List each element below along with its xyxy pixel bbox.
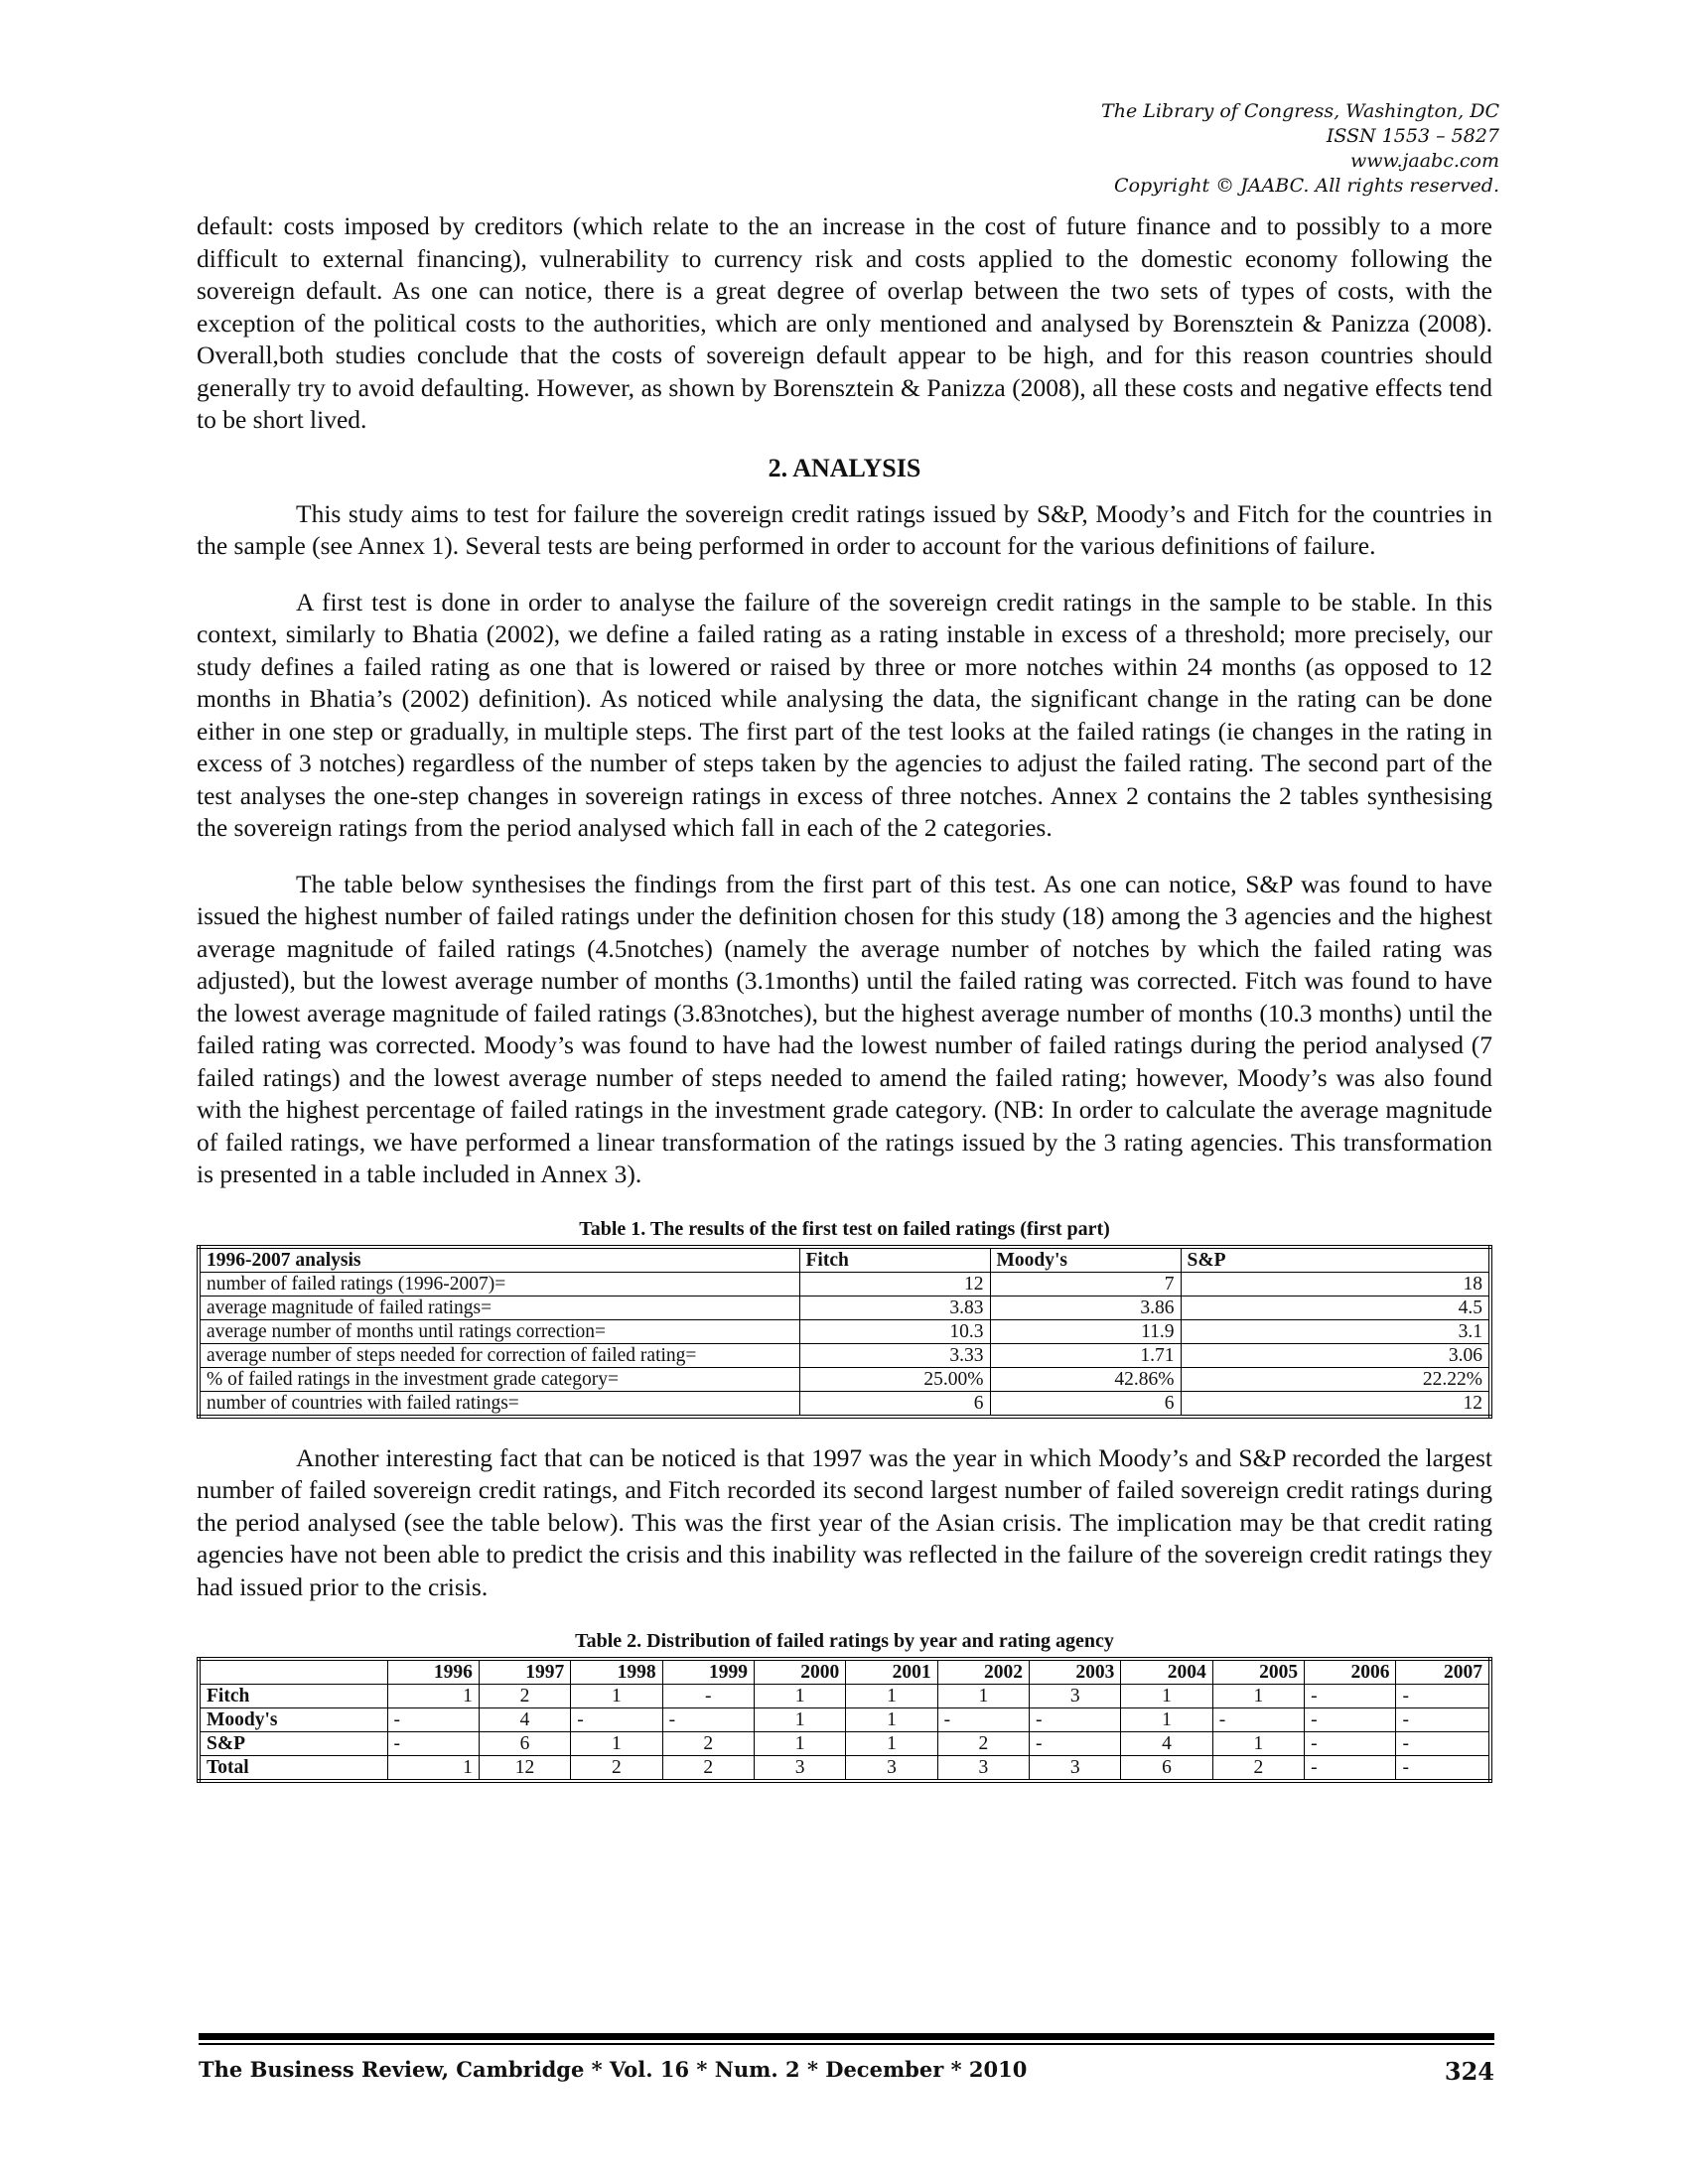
table2-distribution-by-year xyxy=(197,1657,1492,1783)
table2-cell: 2 xyxy=(662,1756,754,1782)
paragraph-costs-of-default: default: costs imposed by creditors (which relate to the an increase in the cost of future finance and to possibly to a more difficult to external financing), vulnerability to currency risk and costs applied to the domestic economy following the sovereign default. As one can notice, there is a great degree of overlap between the two sets of types of costs, with the exception of the political costs to the authorities, which are only mentioned and analysed by Borensztein & Panizza (2008). Overall,both studies conclude that the costs of sovereign default appear to be high, and for this reason countries should generally try to avoid defaulting. However, as shown by Borensztein & Panizza (2008), all these costs and negative effects tend to be short lived. xyxy=(197,211,1492,434)
header-line-library: The Library of Congress, Washington, DC xyxy=(1101,100,1499,122)
table2-cell: 1 xyxy=(1121,1685,1212,1708)
table1-header-fitch: Fitch xyxy=(799,1247,990,1273)
table-row xyxy=(199,1391,1490,1417)
table1-cell: 7 xyxy=(990,1272,1181,1296)
table2-cell: 3 xyxy=(754,1756,845,1782)
table-row xyxy=(199,1732,1490,1756)
table1-cell: 3.83 xyxy=(799,1296,990,1319)
table-row xyxy=(199,1708,1490,1732)
table2-header-year: 2001 xyxy=(846,1659,937,1685)
table2-caption: Table 2. Distribution of failed ratings by year and rating agency xyxy=(575,1630,1114,1652)
table2-cell: 3 xyxy=(937,1756,1029,1782)
table2-cell: 2 xyxy=(571,1756,662,1782)
table2-cell: 1 xyxy=(754,1708,845,1732)
table1-cell: 11.9 xyxy=(990,1319,1181,1343)
table1-caption: Table 1. The results of the first test on failed ratings (first part) xyxy=(579,1217,1110,1240)
table2-header-row xyxy=(199,1659,1490,1685)
table2-cell: - xyxy=(662,1685,754,1708)
table2-cell: 2 xyxy=(479,1685,570,1708)
table1-cell: 4.5 xyxy=(1181,1296,1490,1319)
table-row xyxy=(199,1319,1490,1343)
table-row xyxy=(199,1343,1490,1367)
table2-cell: - xyxy=(1212,1708,1304,1732)
header-line-website: www.jaabc.com xyxy=(1349,150,1499,172)
section-heading-analysis: 2. ANALYSIS xyxy=(768,453,921,482)
table2-cell: - xyxy=(1396,1685,1490,1708)
table2-cell: - xyxy=(937,1708,1029,1732)
table2-cell: 4 xyxy=(1121,1732,1212,1756)
table2-header-year: 1997 xyxy=(479,1659,570,1685)
table1-row-label: average magnitude of failed ratings= xyxy=(199,1296,799,1319)
table2-cell: - xyxy=(1396,1732,1490,1756)
table2-row-label: Fitch xyxy=(199,1685,387,1708)
table2-cell: 1 xyxy=(387,1756,479,1782)
footer-journal-citation: The Business Review, Cambridge * Vol. 16 * Num. 2 * December * 2010 xyxy=(199,2057,1028,2082)
table2-cell: 1 xyxy=(1212,1732,1304,1756)
table2-cell: - xyxy=(662,1708,754,1732)
table-row xyxy=(199,1685,1490,1708)
table2-header-year: 1999 xyxy=(662,1659,754,1685)
table1-cell: 3.86 xyxy=(990,1296,1181,1319)
table1-row-label: number of failed ratings (1996-2007)= xyxy=(199,1272,799,1296)
table2-header-year: 1998 xyxy=(571,1659,662,1685)
table1-row-label: % of failed ratings in the investment grade category= xyxy=(199,1367,799,1391)
paragraph-findings: The table below synthesises the findings from the first part of this test. As one can notice, S&P was found to have issued the highest number of failed ratings under the definition chosen for this study (18) among the 3 agencies and the highest average magnitude of failed ratings (4.5notches) (namely the average number of notches by which the failed rating was adjusted), but the lowest average number of months (3.1months) until the failed rating was corrected. Fitch was found to have the lowest average magnitude of failed ratings (3.83notches), but the highest average number of months (10.3 months) until the failed rating was corrected. Moody’s was found to have had the lowest number of failed ratings during the period analysed (7 failed ratings) and the lowest average number of steps needed to amend the failed rating; however, Moody’s was also found with the highest percentage of failed ratings in the investment grade category. (NB: In order to calculate the average magnitude of failed ratings, we have performed a linear transformation of the ratings issued by the 3 rating agencies. This transformation is presented in a table included in Annex 3). xyxy=(197,869,1492,1188)
table1-cell: 3.33 xyxy=(799,1343,990,1367)
table1-cell: 12 xyxy=(799,1272,990,1296)
table2-header-blank xyxy=(199,1659,387,1685)
footer-rule xyxy=(199,2033,1494,2040)
table1-cell: 6 xyxy=(799,1391,990,1417)
table2-cell: 3 xyxy=(1030,1756,1121,1782)
table2-cell: 3 xyxy=(846,1756,937,1782)
table2-cell: 1 xyxy=(846,1732,937,1756)
table2-cell: 2 xyxy=(1212,1756,1304,1782)
header-line-copyright: Copyright © JAABC. All rights reserved. xyxy=(1114,175,1499,197)
table1-cell: 1.71 xyxy=(990,1343,1181,1367)
header-line-issn: ISSN 1553 – 5827 xyxy=(1326,125,1499,147)
paragraph-study-aim: This study aims to test for failure the sovereign credit ratings issued by S&P, Moody’s and Fitch for the countries in the sample (see Annex 1). Several tests are being performed in order to account for the various definitions of failure. xyxy=(197,498,1492,560)
table2-cell: 1 xyxy=(1212,1685,1304,1708)
table2-header-year: 2007 xyxy=(1396,1659,1490,1685)
page-number: 324 xyxy=(1444,2057,1494,2086)
table2-cell: - xyxy=(387,1708,479,1732)
table2-header-year: 2000 xyxy=(754,1659,845,1685)
table1-header-sp: S&P xyxy=(1181,1247,1490,1273)
table2-cell: - xyxy=(1396,1756,1490,1782)
table1-failed-ratings xyxy=(197,1245,1492,1419)
table2-cell: - xyxy=(1396,1708,1490,1732)
table2-cell: 1 xyxy=(754,1685,845,1708)
paragraph-asian-crisis: Another interesting fact that can be noticed is that 1997 was the year in which Moody’s and S&P recorded the largest number of failed sovereign credit ratings, and Fitch recorded its second largest number of failed sovereign credit ratings during the period analysed (see the table below). This was the first year of the Asian crisis. The implication may be that credit rating agencies have not been able to predict the crisis and this inability was reflected in the failure of the sovereign credit ratings they had issued prior to the crisis. xyxy=(197,1442,1492,1601)
table2-cell: 1 xyxy=(754,1732,845,1756)
table2-cell: 2 xyxy=(662,1732,754,1756)
table2-header-year: 2006 xyxy=(1305,1659,1396,1685)
table1-cell: 3.06 xyxy=(1181,1343,1490,1367)
table2-cell: 6 xyxy=(479,1732,570,1756)
table2-cell: - xyxy=(1030,1708,1121,1732)
table2-cell: 1 xyxy=(387,1685,479,1708)
table1-cell: 3.1 xyxy=(1181,1319,1490,1343)
table2-row-label: Total xyxy=(199,1756,387,1782)
table1-header-analysis: 1996-2007 analysis xyxy=(199,1247,799,1273)
table2-row-label: S&P xyxy=(199,1732,387,1756)
table2-header-year: 2003 xyxy=(1030,1659,1121,1685)
table2-cell: 1 xyxy=(571,1685,662,1708)
table2-cell: 3 xyxy=(1030,1685,1121,1708)
table-row xyxy=(199,1272,1490,1296)
table-row xyxy=(199,1296,1490,1319)
table2-cell: - xyxy=(1305,1732,1396,1756)
table2-cell: - xyxy=(1305,1756,1396,1782)
table1-cell: 10.3 xyxy=(799,1319,990,1343)
table2-header-year: 1996 xyxy=(387,1659,479,1685)
table2-header-year: 2005 xyxy=(1212,1659,1304,1685)
table-row xyxy=(199,1367,1490,1391)
table1-cell: 22.22% xyxy=(1181,1367,1490,1391)
footer-rule xyxy=(199,2043,1494,2045)
table2-cell: - xyxy=(1030,1732,1121,1756)
table1-cell: 12 xyxy=(1181,1391,1490,1417)
table2-cell: - xyxy=(1305,1685,1396,1708)
table2-cell: 6 xyxy=(1121,1756,1212,1782)
journal-header xyxy=(1101,99,1499,199)
table2-cell: 1 xyxy=(571,1732,662,1756)
table2-cell: 2 xyxy=(937,1732,1029,1756)
table1-cell: 25.00% xyxy=(799,1367,990,1391)
table1-row-label: number of countries with failed ratings= xyxy=(199,1391,799,1417)
table1-cell: 6 xyxy=(990,1391,1181,1417)
table1-header-row xyxy=(199,1247,1490,1273)
table1-row-label: average number of steps needed for correction of failed rating= xyxy=(199,1343,799,1367)
table2-cell: 4 xyxy=(479,1708,570,1732)
table2-row-label: Moody's xyxy=(199,1708,387,1732)
table2-cell: - xyxy=(387,1732,479,1756)
table2-cell: - xyxy=(571,1708,662,1732)
table1-cell: 18 xyxy=(1181,1272,1490,1296)
table-row xyxy=(199,1756,1490,1782)
table1-cell: 42.86% xyxy=(990,1367,1181,1391)
article-body xyxy=(197,210,1492,1783)
table2-header-year: 2002 xyxy=(937,1659,1029,1685)
table2-cell: - xyxy=(1305,1708,1396,1732)
table2-cell: 1 xyxy=(846,1685,937,1708)
table2-cell: 1 xyxy=(846,1708,937,1732)
table2-cell: 1 xyxy=(1121,1708,1212,1732)
table2-cell: 12 xyxy=(479,1756,570,1782)
journal-footer xyxy=(199,2057,1494,2086)
table1-row-label: average number of months until ratings correction= xyxy=(199,1319,799,1343)
table2-header-year: 2004 xyxy=(1121,1659,1212,1685)
table1-header-moodys: Moody's xyxy=(990,1247,1181,1273)
paragraph-first-test: A first test is done in order to analyse the failure of the sovereign credit ratings in the sample to be stable. In this context, similarly to Bhatia (2002), we define a failed rating as a rating instable in excess of a threshold; more precisely, our study defines a failed rating as one that is lowered or raised by three or more notches within 24 months (as opposed to 12 months in Bhatia’s (2002) definition). As noticed while analysing the data, the significant change in the rating can be done either in one step or gradually, in multiple steps. The first part of the test looks at the failed ratings (ie changes in the rating in excess of 3 notches) regardless of the number of steps taken by the agencies to adjust the failed rating. The second part of the test analyses the one-step changes in sovereign ratings in excess of three notches. Annex 2 contains the 2 tables synthesising the sovereign ratings from the period analysed which fall in each of the 2 categories. xyxy=(197,587,1492,842)
table2-cell: 1 xyxy=(937,1685,1029,1708)
